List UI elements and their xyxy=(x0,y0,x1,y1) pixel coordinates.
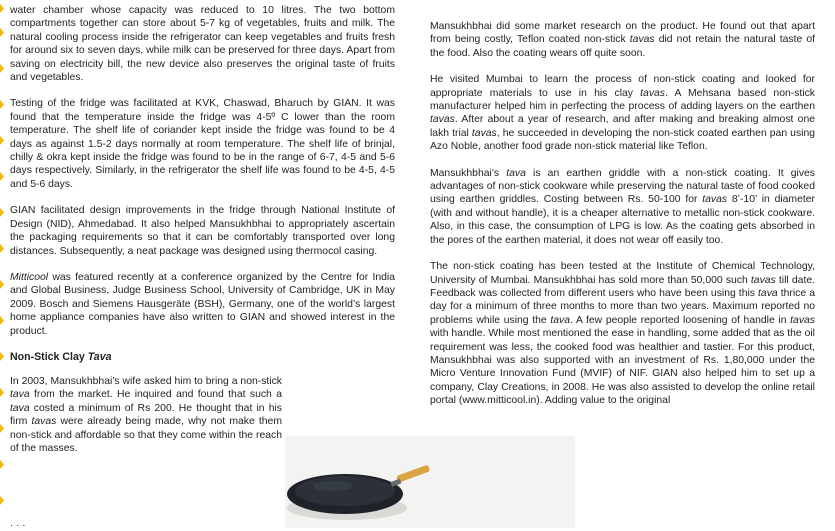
margin-marker xyxy=(0,352,4,361)
paragraph: water chamber whose capacity was reduced to 10 litres. The two bottom compartments together can store about 5-7 kg of vegetables, fruits and milk. The natural cooling process inside the refrigerator can keep vegetables and fruits fresh for around six to seven days, while milk can be preserved for three days. Apart from saving on electricity bill, the new device also preserves the original taste of fruits and vegetables. xyxy=(10,5,395,84)
right-column xyxy=(430,20,815,408)
margin-marker xyxy=(0,460,4,469)
paragraph: The non-stick coating has been tested at the Institute of Chemical Technology, University of Mumbai. Mansukhbhai has sold more than 50,000 such tavas till date. Feedback was collected from different users who have been using this tava thrice a day for a minimum of three months to more than two years. Maximum reported no problems while using the tava. A few people reported loosening of handle in tavas with handle. While most mentioned the ease in handling, some added that as the oil requirement was less, the cooked food was healthier and tastier. For this product, Mansukhbhai was also supported with an investment of Rs. 1,80,000 under the Micro Venture Innovation Fund (MVIF) of NIF. GIAN also helped him to set up a company, Clay Creations, in 2008. He was also assisted to develop the online retail portal (www.mitticool.in). Adding value to the original xyxy=(430,261,815,407)
tava-photo xyxy=(285,436,575,528)
paragraph: He visited Mumbai to learn the process of non-stick coating and looked for appropriate materials to use in his clay tavas. A Mehsana based non-stick manufacturer helped him in perfecting the process of adding layers on the earthen tavas. After about a year of research, and after making and breaking almost one lakh trial tavas, he succeeded in developing the non-stick coated earthen pan using Azo Noble, another food grade non-stick material like Teflon. xyxy=(430,74,816,153)
section-heading: Non-Stick Clay Tava xyxy=(10,350,112,363)
margin-marker xyxy=(0,280,4,289)
margin-marker xyxy=(0,28,4,37)
paragraph: Testing of the fridge was facilitated at KVK, Chaswad, Bharuch by GIAN. It was found that the temperature inside the fridge was 4-5º C lower than the room temperature. The shelf life of coriander kept inside the fridge was found to be 4 days as against 1.5-2 days normally at room temperature. The shelf life of brinjal, chilly & okra kept inside the fridge was found to be in the range of 6-7, 4-5 and 5-6 days respectively. Similarly, in the refrigerator the shelf life was found to be 4-5, 4-5 and 5-6 days. xyxy=(10,98,395,190)
margin-marker xyxy=(0,244,4,253)
paragraph: GIAN facilitated design improvements in the fridge through National Institute of Design (NID), Ahmedabad. It also helped Mansukhbhai to appropriately ascertain the packaging requirements so that it can be comfortably transported over long distances. Subsequently, a neat package was designed using thermocol casing. xyxy=(10,205,395,257)
product-name: Mitticool xyxy=(10,271,49,283)
left-column xyxy=(10,0,395,468)
margin-marker xyxy=(0,100,4,109)
paragraph: Mansukhbhai did some market research on the product. He found out that apart from being costly, Teflon coated non-stick tavas did not retain the natural taste of the food. Also the coating wears off quite soon. xyxy=(430,21,816,59)
margin-marker xyxy=(0,208,4,217)
margin-marker xyxy=(0,316,4,325)
paragraph: Mansukhbhai’s tava is an earthen griddle with a non-stick coating. It gives advantages of non-stick cookware while preserving the natural taste of food cooked using earthen griddles. Costing between Rs. 50-100 for tavas 8’-10’ in diameter (with and without handle), it is a cheaper alternative to metallic non-stick cookware. Also, in this case, the consumption of LPG is low. As the coating gets absorbed in the pores of the earthen material, it does not wear off easily too. xyxy=(430,167,815,246)
paragraph: Mitticool was featured recently at a conference organized by the Centre for India and Global Business, Judge Business School, University of Cambridge, UK in May 2009. Bosch and Siemens Hausgeräte (BSH), Germany, one of the world’s largest home appliance companies have also written to GIAN and showed interest in the product. xyxy=(10,271,395,337)
margin-marker xyxy=(0,172,4,181)
margin-marker xyxy=(0,4,4,13)
page-footer-fragment: · · · xyxy=(10,520,26,531)
margin-marker xyxy=(0,64,4,73)
paragraph: In 2003, Mansukhbhai’s wife asked him to bring a non-stick tava from the market. He inquired and found that such a tava costed a minimum of Rs 200. He thought that in his firm tavas were already being made, why not make them non-stick and affordable so that they come within the reach of the masses. xyxy=(10,375,282,454)
margin-marker xyxy=(0,424,4,433)
margin-marker xyxy=(0,496,4,505)
margin-marker xyxy=(0,136,4,145)
tava-illustration xyxy=(285,436,435,528)
margin-marker xyxy=(0,388,4,397)
